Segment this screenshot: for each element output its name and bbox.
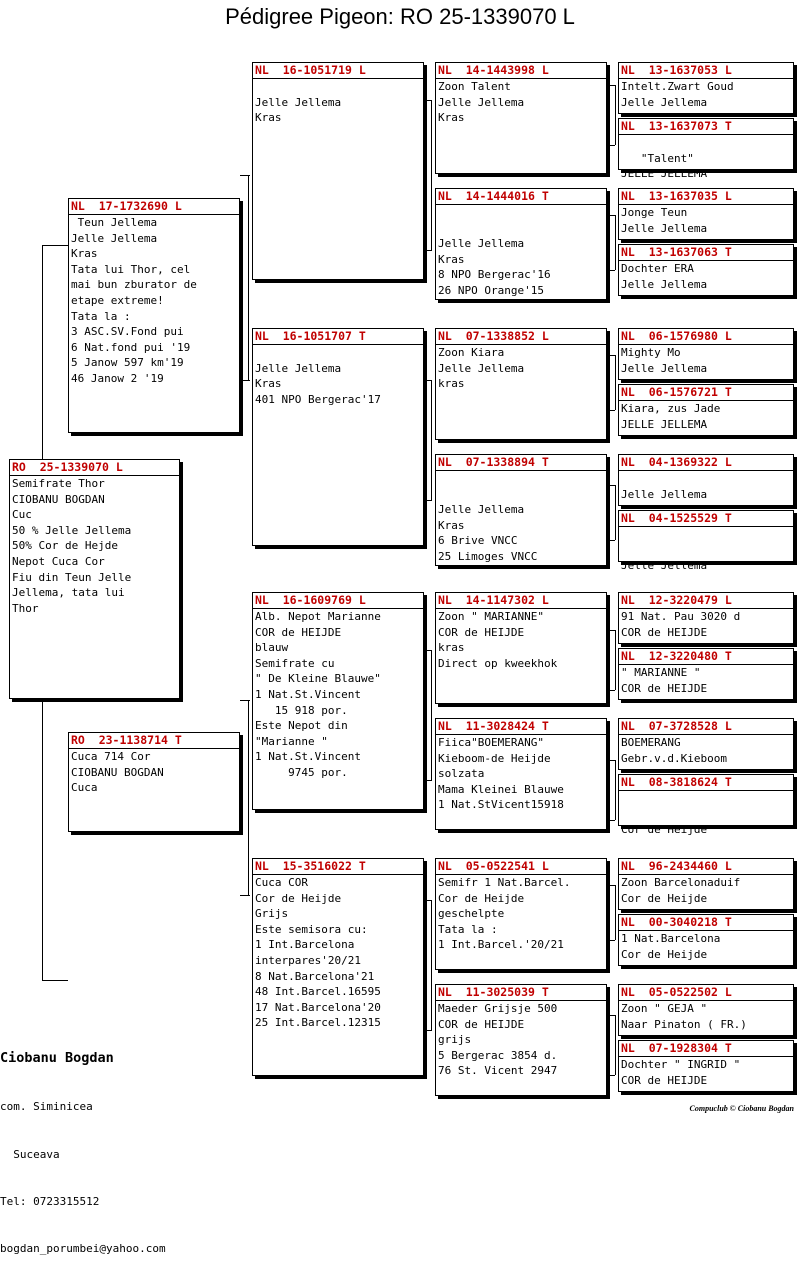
connector-line: [607, 885, 615, 886]
info-line: Jelle Jellema: [621, 221, 708, 235]
pigeon-info: [619, 791, 793, 838]
info-line: Intelt.Zwart Goud: [621, 80, 734, 93]
info-line: Jelle Jellema: [621, 95, 708, 109]
info-line: Tata lui Thor, cel: [71, 262, 191, 276]
ring-number: NL 05-0522541 L: [438, 859, 549, 873]
ancestor-box: [618, 328, 794, 380]
connector-line: [615, 85, 616, 145]
info-line: Teun Jellema: [71, 216, 158, 229]
ring-number: NL 14-1443998 L: [438, 63, 549, 77]
info-line: 401 NPO Bergerac'17: [255, 392, 381, 406]
ring-number: NL 07-1928304 T: [621, 1041, 732, 1055]
info-line: Thor: [12, 601, 39, 615]
info-line: Jelle Jellema: [438, 95, 525, 109]
info-line: Zoon " MARIANNE": [438, 610, 544, 623]
connector-line: [42, 700, 43, 980]
info-line: Maeder Grijsje 500: [438, 1002, 558, 1015]
ring-number: NL 00-3040218 T: [621, 915, 732, 929]
ring-number: NL 11-3025039 T: [438, 985, 549, 999]
info-line: JELLE JELLEMA: [621, 417, 708, 431]
pigeon-info: [619, 135, 793, 182]
connector-line: [424, 380, 432, 381]
connector-line: [424, 500, 432, 501]
ancestor-box: [618, 858, 794, 910]
info-line: Jellema, tata lui: [12, 586, 125, 600]
ring-number: NL 11-3028424 T: [438, 719, 549, 733]
connector-line: [615, 885, 616, 940]
info-line: geschelpte: [438, 907, 505, 921]
connector-line: [424, 780, 432, 781]
connector-line: [607, 145, 615, 146]
pigeon-info: [436, 471, 606, 565]
connector-line: [424, 900, 432, 901]
pigeon-info: [253, 345, 423, 407]
info-line: 6 Brive VNCC: [438, 534, 518, 548]
info-line: [621, 135, 793, 151]
connector-line: [248, 175, 249, 380]
pigeon-info: [253, 609, 423, 781]
pigeon-info: [619, 79, 793, 110]
pigeon-info: [436, 875, 606, 953]
connector-line: [424, 250, 432, 251]
page-title: Pédigree Pigeon: RO 25-1339070 L: [225, 4, 575, 29]
info-line: [255, 345, 423, 361]
connector-line: [615, 215, 616, 270]
ring-number: NL 96-2434460 L: [621, 859, 732, 873]
owner-line: Suceava: [0, 1147, 60, 1161]
ring-number: NL 04-1369322 L: [621, 455, 732, 469]
connector-line: [424, 100, 432, 101]
connector-line: [607, 355, 615, 356]
info-line: Zoon Kiara: [438, 346, 505, 359]
ring-number: NL 16-1051719 L: [255, 63, 366, 77]
info-line: Semifrate cu: [255, 656, 335, 670]
owner-name: Ciobanu Bogdan: [0, 1049, 114, 1066]
grandparent-box: [252, 592, 424, 810]
info-line: Zoon Barcelonaduif: [621, 876, 741, 889]
connector-line: [248, 700, 249, 895]
info-line: Kras: [438, 252, 465, 266]
info-line: [621, 791, 793, 807]
connector-line: [42, 245, 68, 246]
ring-number: NL 08-3818624 T: [621, 775, 732, 789]
pigeon-info: [619, 1057, 793, 1088]
info-line: " De Kleine Blauwe": [255, 672, 381, 686]
ancestor-box: [618, 188, 794, 240]
connector-line: [42, 980, 68, 981]
ring-number: NL 06-1576980 L: [621, 329, 732, 343]
info-line: [438, 221, 606, 237]
pigeon-info: [253, 875, 423, 1031]
info-line: 8 NPO Bergerac'16: [438, 268, 551, 282]
great-grandparent-box: [435, 454, 607, 566]
info-line: 17 Nat.Barcelona'20: [255, 1000, 381, 1014]
info-line: Mama Kleinei Blauwe: [438, 782, 564, 796]
pigeon-info: [436, 1001, 606, 1079]
info-line: [255, 79, 423, 95]
info-line: Cuca: [71, 781, 98, 795]
connector-line: [607, 820, 615, 821]
info-line: Naar Pinaton ( FR.): [621, 1017, 747, 1031]
info-line: 5 Janow 597 km'19: [71, 356, 184, 370]
ring-number: NL 17-1732690 L: [71, 199, 182, 213]
pigeon-info: [619, 401, 793, 432]
owner-block: [0, 1016, 166, 1273]
info-line: COR de HEIJDE: [621, 681, 708, 695]
ring-number: NL 14-1444016 T: [438, 189, 549, 203]
pigeon-info: [436, 735, 606, 813]
ancestor-box: [618, 454, 794, 506]
ring-number: NL 16-1051707 T: [255, 329, 366, 343]
info-line: "Marianne ": [255, 734, 328, 748]
info-line: Jonge Teun: [621, 206, 688, 219]
info-line: Cor de Heijde: [621, 947, 708, 961]
info-line: 50% Cor de Hejde: [12, 539, 118, 553]
info-line: [621, 543, 793, 559]
great-grandparent-box: [435, 718, 607, 830]
info-line: Alb. Nepot Marianne: [255, 610, 381, 623]
info-line: kras: [438, 641, 465, 655]
ring-number: NL 13-1637073 T: [621, 119, 732, 133]
subject-box: [9, 459, 180, 699]
info-line: 48 Int.Barcel.16595: [255, 985, 381, 999]
pigeon-info: [436, 345, 606, 392]
ancestor-box: [618, 62, 794, 114]
connector-line: [431, 650, 432, 780]
info-line: BOEMERANG: [621, 736, 681, 749]
connector-line: [607, 410, 615, 411]
connector-line: [607, 940, 615, 941]
info-line: COR de HEIJDE: [621, 1073, 708, 1087]
ring-number: NL 15-3516022 T: [255, 859, 366, 873]
owner-line: com. Siminicea: [0, 1100, 93, 1114]
connector-line: [615, 355, 616, 410]
owner-line: Tel: 0723315512: [0, 1194, 100, 1208]
software-credit: Compuclub © Ciobanu Bogdan: [689, 1104, 794, 1113]
great-grandparent-box: [435, 188, 607, 300]
owner-line: bogdan_porumbei@yahoo.com: [0, 1242, 166, 1256]
pigeon-info: [619, 609, 793, 640]
pigeon-info: [436, 205, 606, 299]
connector-line: [607, 1015, 615, 1016]
pigeon-info: [69, 215, 239, 387]
info-line: CIOBANU BOGDAN: [12, 492, 105, 506]
connector-line: [607, 270, 615, 271]
pigeon-info: [619, 471, 793, 502]
info-line: [438, 205, 606, 221]
pigeon-info: [10, 476, 179, 616]
connector-line: [607, 215, 615, 216]
info-line: " MARIANNE ": [621, 666, 701, 679]
info-line: 76 St. Vicent 2947: [438, 1064, 558, 1078]
info-line: 91 Nat. Pau 3020 d: [621, 610, 741, 623]
connector-line: [607, 1075, 615, 1076]
info-line: Cor de Heijde: [621, 891, 708, 905]
sire-box: [68, 198, 240, 433]
connector-line: [42, 245, 43, 460]
info-line: JELLE JELLEMA: [621, 167, 708, 181]
ring-number: NL 04-1525529 T: [621, 511, 732, 525]
connector-line: [431, 900, 432, 1030]
ancestor-box: [618, 510, 794, 573]
pigeon-info: [619, 345, 793, 376]
ring-number: RO 25-1339070 L: [12, 460, 123, 474]
info-line: Jelle Jellema: [621, 277, 708, 291]
connector-line: [42, 700, 68, 701]
ancestor-box: [618, 648, 794, 700]
info-line: [621, 807, 793, 823]
great-grandparent-box: [435, 858, 607, 970]
info-line: Este Nepot din: [255, 719, 348, 733]
info-line: Fiica"BOEMERANG": [438, 736, 544, 749]
info-line: solzata: [438, 767, 485, 781]
info-line: Tata la :: [438, 922, 498, 936]
info-line: Dochter ERA: [621, 262, 694, 275]
info-line: Jelle Jellema: [255, 361, 342, 375]
pigeon-info: [436, 79, 606, 126]
ring-number: NL 12-3220479 L: [621, 593, 732, 607]
ancestor-box: [618, 718, 794, 770]
info-line: 1 Int.Barcelona: [255, 938, 355, 952]
info-line: Jelle Jellema: [438, 237, 525, 251]
info-line: mai bun zburator de: [71, 278, 197, 292]
info-line: [621, 527, 793, 543]
ancestor-box: [618, 984, 794, 1036]
ancestor-box: [618, 118, 794, 181]
info-line: 50 % Jelle Jellema: [12, 523, 132, 537]
grandparent-box: [252, 62, 424, 280]
info-line: 1 Nat.St.Vincent: [255, 750, 361, 764]
connector-line: [607, 540, 615, 541]
info-line: interpares'20/21: [255, 953, 361, 967]
info-line: Zoon Talent: [438, 80, 511, 93]
connector-line: [607, 690, 615, 691]
ring-number: NL 12-3220480 T: [621, 649, 732, 663]
ring-number: NL 07-3728528 L: [621, 719, 732, 733]
info-line: Kras: [438, 518, 465, 532]
connector-line: [607, 485, 615, 486]
info-line: 25 Limoges VNCC: [438, 549, 538, 563]
info-line: Jelle Jellema: [621, 559, 708, 573]
info-line: Direct op kweekhok: [438, 656, 558, 670]
info-line: 1 Nat.StVicent15918: [438, 798, 564, 812]
info-line: COR de HEIJDE: [621, 625, 708, 639]
info-line: Mighty Mo: [621, 346, 681, 359]
ancestor-box: [618, 244, 794, 296]
pigeon-info: [619, 931, 793, 962]
info-line: grijs: [438, 1033, 472, 1047]
pigeon-info: [619, 205, 793, 236]
info-line: Kras: [255, 111, 282, 125]
connector-line: [240, 700, 250, 701]
info-line: Fiu din Teun Jelle: [12, 570, 132, 584]
info-line: 26 NPO Orange'15: [438, 283, 544, 297]
connector-line: [607, 630, 615, 631]
ring-number: NL 13-1637035 L: [621, 189, 732, 203]
grandparent-box: [252, 328, 424, 546]
ring-number: NL 05-0522502 L: [621, 985, 732, 999]
ring-number: NL 06-1576721 T: [621, 385, 732, 399]
connector-line: [424, 650, 432, 651]
ancestor-box: [618, 384, 794, 436]
info-line: kras: [438, 377, 465, 391]
connector-line: [607, 760, 615, 761]
ring-number: NL 16-1609769 L: [255, 593, 366, 607]
info-line: 1 Nat.St.Vincent: [255, 687, 361, 701]
pigeon-info: [619, 875, 793, 906]
info-line: Cor de Heijde: [621, 823, 708, 837]
info-line: Semifrate Thor: [12, 477, 105, 490]
info-line: 6 Nat.fond pui '19: [71, 340, 191, 354]
info-line: Kras: [438, 111, 465, 125]
pigeon-info: [69, 749, 239, 796]
connector-line: [615, 760, 616, 820]
info-line: Este semisora cu:: [255, 922, 368, 936]
ring-number: NL 14-1147302 L: [438, 593, 549, 607]
ring-number: NL 07-1338894 T: [438, 455, 549, 469]
pigeon-info: [253, 79, 423, 126]
info-line: etape extreme!: [71, 293, 164, 307]
info-line: Kiara, zus Jade: [621, 402, 721, 415]
info-line: 46 Janow 2 '19: [71, 371, 164, 385]
great-grandparent-box: [435, 62, 607, 174]
info-line: 15 918 por.: [255, 703, 348, 717]
ancestor-box: [618, 774, 794, 837]
info-line: COR de HEIJDE: [255, 625, 342, 639]
info-line: Jelle Jellema: [621, 361, 708, 375]
info-line: Cuca COR: [255, 876, 308, 889]
connector-line: [431, 100, 432, 250]
info-line: Cor de Heijde: [255, 891, 342, 905]
info-line: Semifr 1 Nat.Barcel.: [438, 876, 571, 889]
pigeon-info: [619, 527, 793, 574]
ring-number: NL 13-1637053 L: [621, 63, 732, 77]
info-line: [621, 471, 793, 487]
info-line: blauw: [255, 641, 289, 655]
info-line: COR de HEIJDE: [438, 625, 525, 639]
info-line: Cuca 714 Cor: [71, 750, 151, 763]
info-line: 8 Nat.Barcelona'21: [255, 969, 375, 983]
connector-line: [607, 85, 615, 86]
info-line: Dochter " INGRID ": [621, 1058, 741, 1071]
info-line: [438, 487, 606, 503]
pigeon-info: [619, 665, 793, 696]
dam-box: [68, 732, 240, 832]
ancestor-box: [618, 914, 794, 966]
pigeon-info: [619, 261, 793, 292]
pigeon-info: [436, 609, 606, 671]
ring-number: NL 13-1637063 T: [621, 245, 732, 259]
info-line: Kieboom-de Heijde: [438, 751, 551, 765]
connector-line: [240, 175, 250, 176]
info-line: Jelle Jellema: [621, 487, 708, 501]
info-line: Kras: [71, 247, 98, 261]
info-line: Kras: [255, 377, 282, 391]
info-line: Jelle Jellema: [438, 361, 525, 375]
info-line: COR de HEIJDE: [438, 1017, 525, 1031]
connector-line: [615, 630, 616, 690]
info-line: 1 Int.Barcel.'20/21: [438, 938, 564, 952]
info-line: 5 Bergerac 3854 d.: [438, 1048, 558, 1062]
great-grandparent-box: [435, 328, 607, 440]
info-line: Zoon " GEJA ": [621, 1002, 708, 1015]
connector-line: [240, 380, 250, 381]
connector-line: [431, 380, 432, 500]
connector-line: [424, 1030, 432, 1031]
info-line: Jelle Jellema: [255, 95, 342, 109]
info-line: Tata la :: [71, 309, 131, 323]
info-line: Nepot Cuca Cor: [12, 554, 105, 568]
info-line: 9745 por.: [255, 765, 348, 779]
connector-line: [615, 485, 616, 540]
ring-number: RO 23-1138714 T: [71, 733, 182, 747]
grandparent-box: [252, 858, 424, 1076]
info-line: 1 Nat.Barcelona: [621, 932, 721, 945]
ancestor-box: [618, 1040, 794, 1092]
info-line: Jelle Jellema: [438, 503, 525, 517]
pigeon-info: [619, 1001, 793, 1032]
great-grandparent-box: [435, 592, 607, 704]
great-grandparent-box: [435, 984, 607, 1096]
info-line: Grijs: [255, 907, 289, 921]
info-line: 25 Int.Barcel.12315: [255, 1016, 381, 1030]
ancestor-box: [618, 592, 794, 644]
connector-line: [240, 895, 250, 896]
ring-number: NL 07-1338852 L: [438, 329, 549, 343]
info-line: [438, 471, 606, 487]
connector-line: [615, 1015, 616, 1075]
info-line: 3 ASC.SV.Fond pui: [71, 325, 184, 339]
pigeon-info: [619, 735, 793, 766]
info-line: "Talent": [621, 151, 694, 165]
info-line: CIOBANU BOGDAN: [71, 765, 164, 779]
info-line: Cor de Heijde: [438, 891, 525, 905]
info-line: Jelle Jellema: [71, 231, 158, 245]
info-line: Gebr.v.d.Kieboom: [621, 751, 727, 765]
info-line: Cuc: [12, 508, 32, 522]
